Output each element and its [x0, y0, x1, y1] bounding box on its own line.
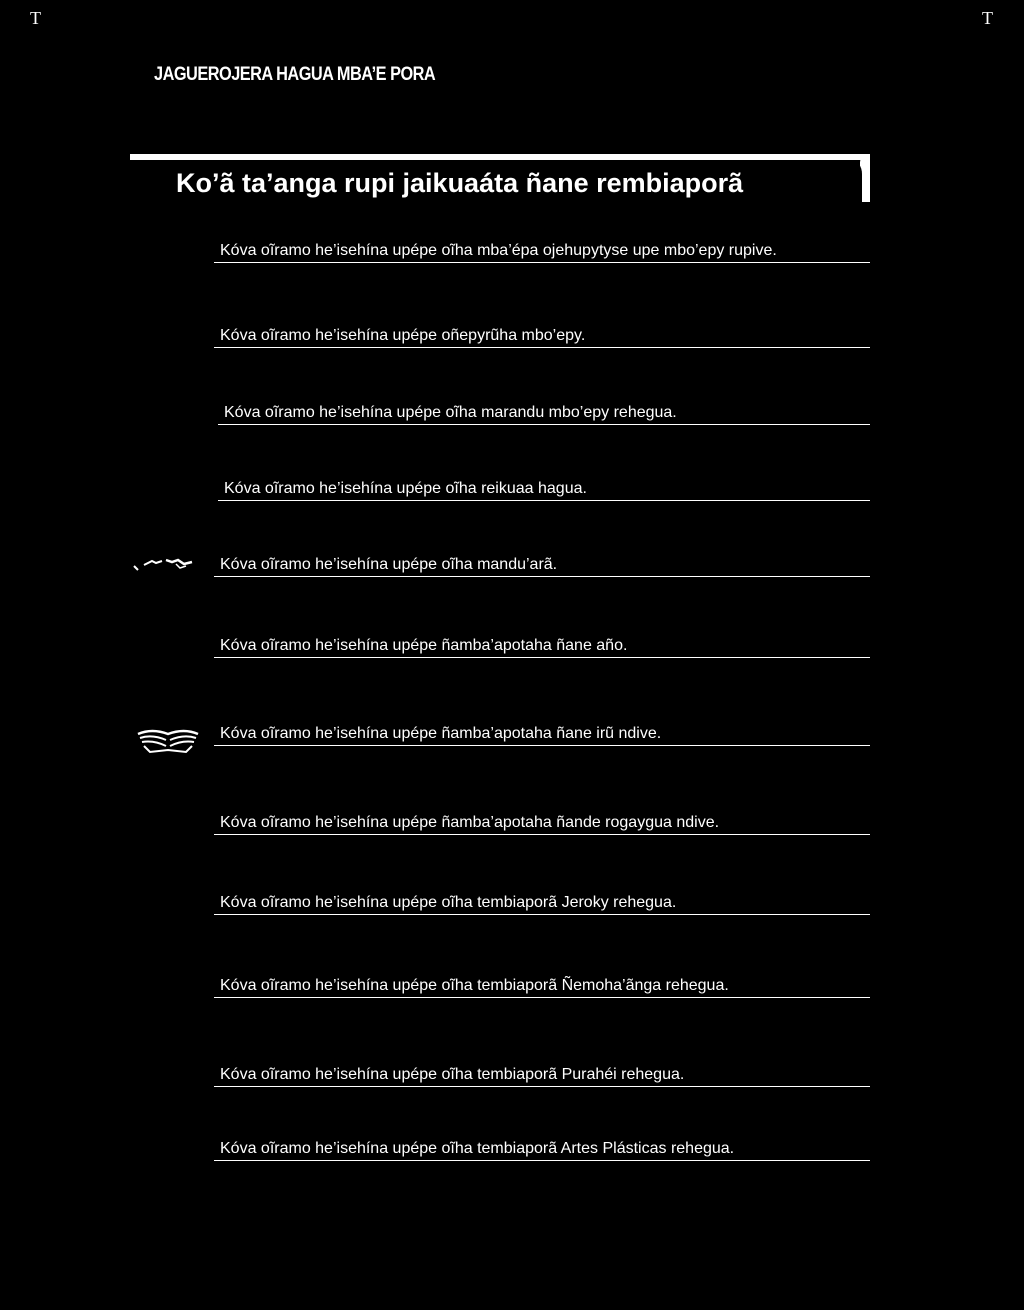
- bird-icon: [132, 552, 198, 578]
- page-title: Ko’ã ta’anga rupi jaikuaáta ñane rembiaporã: [176, 168, 744, 198]
- legend-entry-remember: [214, 550, 870, 577]
- legend-entry-theatre: [214, 971, 870, 998]
- title-rule-hook-cut: [850, 160, 862, 202]
- legend-entry-start: [214, 321, 870, 348]
- legend-entry-individual-work: [214, 631, 870, 658]
- corner-mark-right: T: [982, 8, 993, 28]
- legend-entry-text: Kóva oĩramo he’isehína upépe oĩha tembiaporã Purahéi rehegua.: [220, 1066, 685, 1083]
- legend-entry-text: Kóva oĩramo he’isehína upépe ñamba’apotaha ñande rogaygua ndive.: [220, 814, 720, 831]
- title-rule: [130, 154, 870, 160]
- legend-entry-pair-work: [214, 719, 870, 746]
- open-book-icon: [136, 724, 202, 756]
- legend-entry-text: Kóva oĩramo he’isehína upépe oĩha reikuaa hagua.: [224, 480, 587, 497]
- corner-mark-left: T: [30, 8, 41, 28]
- legend-entry-text: Kóva oĩramo he’isehína upépe oĩha mandu’arã.: [220, 556, 558, 573]
- legend-entry-learn: [218, 474, 870, 501]
- legend-entry-dance: [214, 888, 870, 915]
- legend-entry-text: Kóva oĩramo he’isehína upépe oñepyrũha mbo’epy.: [220, 327, 586, 344]
- legend-entry-text: Kóva oĩramo he’isehína upépe ñamba’apotaha ñane irũ ndive.: [220, 725, 662, 742]
- legend-entry-objective: [214, 236, 870, 263]
- legend-entry-text: Kóva oĩramo he’isehína upépe oĩha tembiaporã Ñemoha’ãnga rehegua.: [220, 977, 729, 994]
- legend-entry-information: [218, 398, 870, 425]
- legend-entry-family-work: [214, 808, 870, 835]
- legend-entry-text: Kóva oĩramo he’isehína upépe oĩha tembiaporã Artes Plásticas rehegua.: [220, 1140, 735, 1157]
- legend-entry-text: Kóva oĩramo he’isehína upépe ñamba’apotaha ñane año.: [220, 637, 628, 654]
- legend-entry-text: Kóva oĩramo he’isehína upépe oĩha marandu mbo’epy rehegua.: [224, 404, 677, 421]
- legend-entry-text: Kóva oĩramo he’isehína upépe oĩha tembiaporã Jeroky rehegua.: [220, 894, 677, 911]
- legend-entry-plastic-arts: [214, 1134, 870, 1161]
- legend-entry-text: Kóva oĩramo he’isehína upépe oĩha mba’épa ojehupytyse upe mbo’epy rupive.: [220, 242, 777, 259]
- legend-entry-singing: [214, 1060, 870, 1087]
- section-header: JAGUEROJERA HAGUA MBA’E PORA: [154, 64, 436, 85]
